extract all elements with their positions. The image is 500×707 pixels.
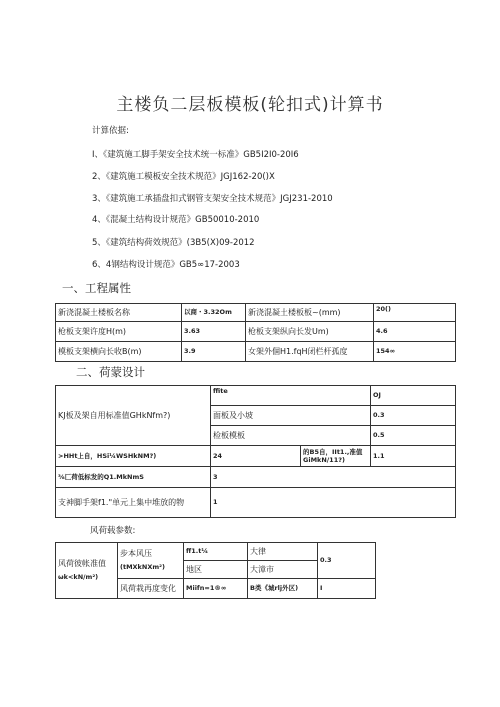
engineering-table — [55, 303, 456, 362]
table-cell: 大漳市 — [248, 561, 318, 579]
table-cell: >HHt上自，HSi¼WSHkNM?) — [56, 446, 211, 467]
table-cell: 以商・3.32Om — [182, 304, 246, 322]
table-cell — [118, 543, 184, 579]
table-cell: 风荷栽再度变化 — [118, 579, 184, 599]
table-cell: 1.1 — [371, 446, 456, 467]
table-cell: ff1.t¼ — [184, 543, 248, 561]
table-cell: 0.5 — [371, 426, 456, 446]
table-cell: 女架外個H1.fqH闭栏杆孤度 — [246, 342, 374, 362]
reference-item: 3、《建筑施工承插盘扣式钢管支架安全技术规范》JGJ231-2010 — [92, 194, 333, 204]
basis-heading: 计算依据: — [92, 126, 129, 136]
table-cell: 枪板支架许度H(m) — [56, 322, 182, 342]
table-cell: OJ — [371, 386, 456, 406]
table-cell: 模板支架横向长收B(m) — [56, 342, 182, 362]
reference-item: 4、《混凝土结构设计规范》GB50010-2010 — [92, 215, 260, 225]
reference-item: 5、《建筑结构荷效规范》(3B5(X)09-2012 — [92, 238, 255, 248]
table-cell: 1 — [211, 488, 456, 518]
table-row — [56, 543, 376, 561]
wind-label: 风荷彼帐准值 — [58, 559, 106, 569]
section-heading-load: 二、荷蒙设计 — [76, 365, 145, 379]
basic-wind-label: 步本风压 — [120, 549, 152, 559]
table-row — [56, 467, 456, 488]
table-cell: ffite — [211, 386, 371, 406]
reference-item: 6、4钢结构设计规范》GB5∞17-2003 — [92, 260, 240, 270]
table-cell: 0.3 — [318, 543, 376, 579]
reference-item: 2、《建筑施工模板安全技术规范》JGJ162-20()X — [92, 172, 275, 182]
table-row — [56, 446, 456, 467]
table-cell: KJ板及架自用标准值GHkNfm?) — [56, 386, 211, 446]
table-row — [56, 342, 456, 362]
table-cell: 4.6 — [374, 322, 456, 342]
reference-item: I、《建筑施工脚手架安全技术统一标准》GB5I2I0-20I6 — [92, 150, 299, 160]
wind-heading: 风荷载参数: — [90, 526, 136, 536]
table-cell: 支神脚手架f1."单元上集中堆放的物 — [56, 488, 211, 518]
table-cell: Miifn=1®∞ — [184, 579, 248, 599]
wind-table — [55, 542, 376, 599]
table-row — [56, 322, 456, 342]
document-title: 主楼负二层板模板(轮扣式)计算书 — [116, 95, 384, 115]
table-cell: I — [318, 579, 376, 599]
basic-wind-unit: (tMXkNXm²) — [120, 563, 165, 572]
table-row — [56, 386, 456, 406]
table-cell: ⅜匚荷低标发的Q1.MkNmS — [56, 467, 211, 488]
table-cell: 地区 — [184, 561, 248, 579]
load-table — [55, 385, 456, 518]
table-cell: 大律 — [248, 543, 318, 561]
table-cell: B类《城rlj外区) — [248, 579, 318, 599]
section-heading-engineering: 一、工程属性 — [62, 281, 131, 295]
table-cell: 3.63 — [182, 322, 246, 342]
table-row — [56, 488, 456, 518]
table-cell: 枪板支架纵向长发Um) — [246, 322, 374, 342]
wind-unit: ωk<kN/m²) — [58, 573, 99, 582]
table-cell: 3 — [211, 467, 456, 488]
table-cell: 的B5自，IIt1.,准值GiMkN/11?) — [301, 446, 371, 467]
table-cell: 新浇混凝土楼板板~(mm) — [246, 304, 374, 322]
table-cell: 0.3 — [371, 406, 456, 426]
table-cell: 3.9 — [182, 342, 246, 362]
table-cell: 24 — [211, 446, 301, 467]
table-cell: 检板模板 — [211, 426, 371, 446]
table-cell: 新浇混凝土楼板名称 — [56, 304, 182, 322]
table-cell — [56, 543, 118, 599]
table-row — [56, 304, 456, 322]
table-cell: 154∞ — [374, 342, 456, 362]
table-cell: 20() — [374, 304, 456, 322]
table-cell: 面板及小坡 — [211, 406, 371, 426]
